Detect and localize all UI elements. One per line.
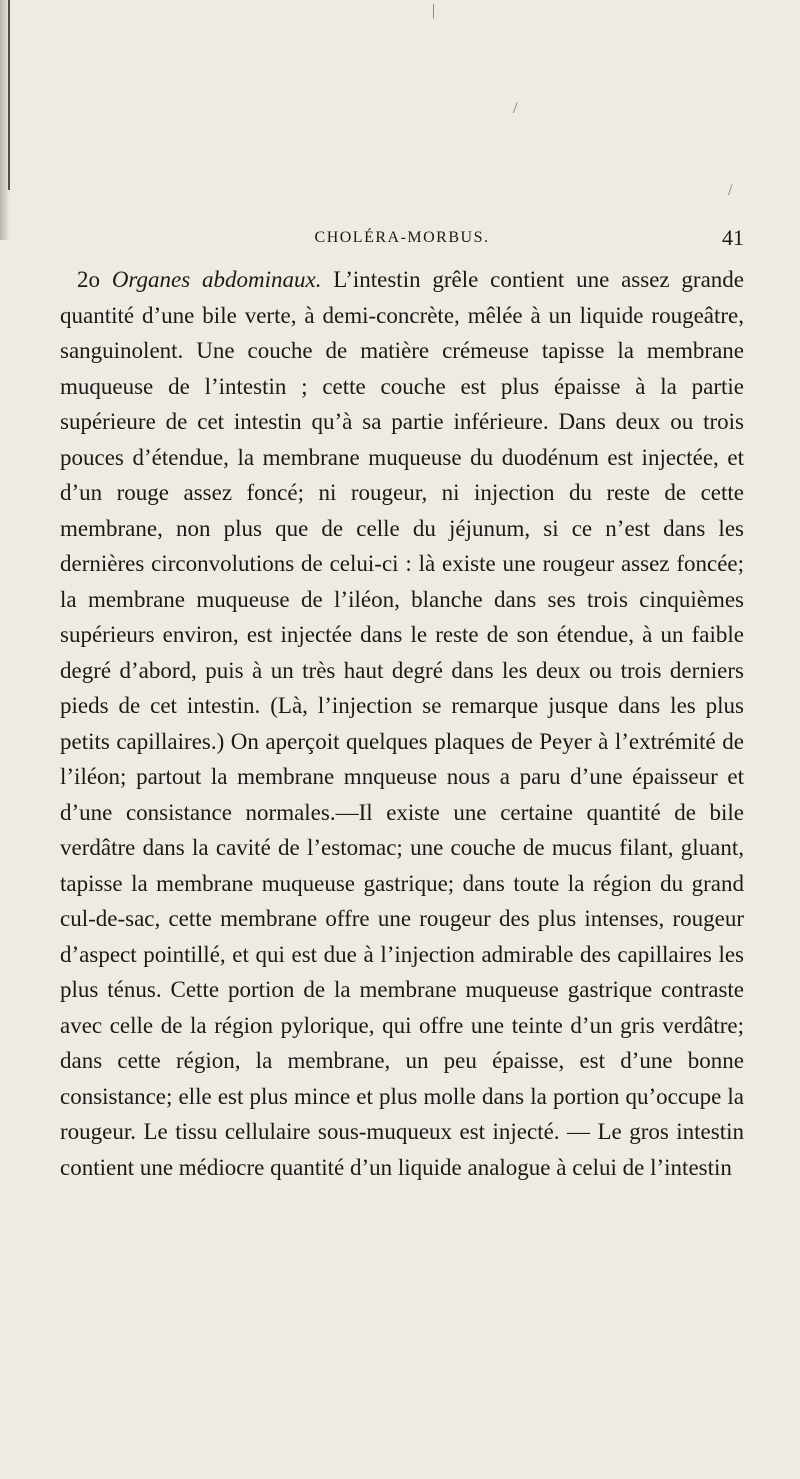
stray-mark: / bbox=[728, 182, 733, 199]
paragraph bbox=[60, 262, 744, 1185]
stray-mark: / bbox=[513, 100, 518, 117]
paragraph-heading: Organes abdominaux. bbox=[111, 267, 322, 292]
paragraph-text: L’intestin grêle contient une assez grande quantité d’une bile verte, à demi-concrète, mêlée à un liquide rougeâtre, sanguinolent. Une couche de matière crémeuse tapisse la membrane muqueuse de l’intestin ; cette couche est plus épaisse à la partie supérieure de cet intestin qu’à sa partie inférieure. Dans deux ou trois pouces d’étendue, la membrane muqueuse du duodénum est injectée, et d’un rouge assez foncé; ni rougeur, ni injection du reste de cette membrane, non plus que de celle du jéjunum, si ce n’est dans les dernières circonvolutions de celui-ci : là existe une rougeur assez foncée; la membrane muqueuse de l’iléon, blanche dans ses trois cinquièmes supérieurs environ, est injectée dans le reste de son étendue, à un faible degré d’abord, puis à un très haut degré dans les deux ou trois derniers pieds de cet intestin. (Là, l’injection se remarque jusque dans les plus petits capillaires.) On aperçoit quelques plaques de Peyer à l’extrémité de l’iléon; partout la membrane mnqueuse nous a paru d’une épaisseur et d’une consistance normales.—Il existe une certaine quantité de bile verdâtre dans la cavité de l’estomac; une couche de mucus filant, gluant, tapisse la membrane muqueuse gastrique; dans toute la région du grand cul-de-sac, cette membrane offre une rougeur des plus intenses, rougeur d’aspect pointillé, et qui est due à l’injection admirable des capillaires les plus ténus. Cette portion de la membrane muqueuse gastrique contraste avec celle de la région pylorique, qui offre une teinte d’un gris verdâtre; dans cette région, la membrane, un peu épaisse, est d’une bonne consistance; elle est plus mince et plus molle dans la portion qu’occupe la rougeur. Le tissu cellulaire sous-muqueux est injecté. — Le gros intestin contient une médiocre quantité d’un liquide analogue à celui de l’intestin bbox=[60, 267, 745, 1180]
binding-edge-line bbox=[8, 0, 10, 190]
paragraph-number: 2o bbox=[77, 267, 100, 292]
page-number: 41 bbox=[722, 225, 744, 250]
stray-mark: | bbox=[432, 2, 436, 19]
running-title: CHOLÉRA-MORBUS. bbox=[314, 229, 490, 246]
running-head bbox=[60, 225, 744, 255]
body-text bbox=[60, 262, 744, 1185]
